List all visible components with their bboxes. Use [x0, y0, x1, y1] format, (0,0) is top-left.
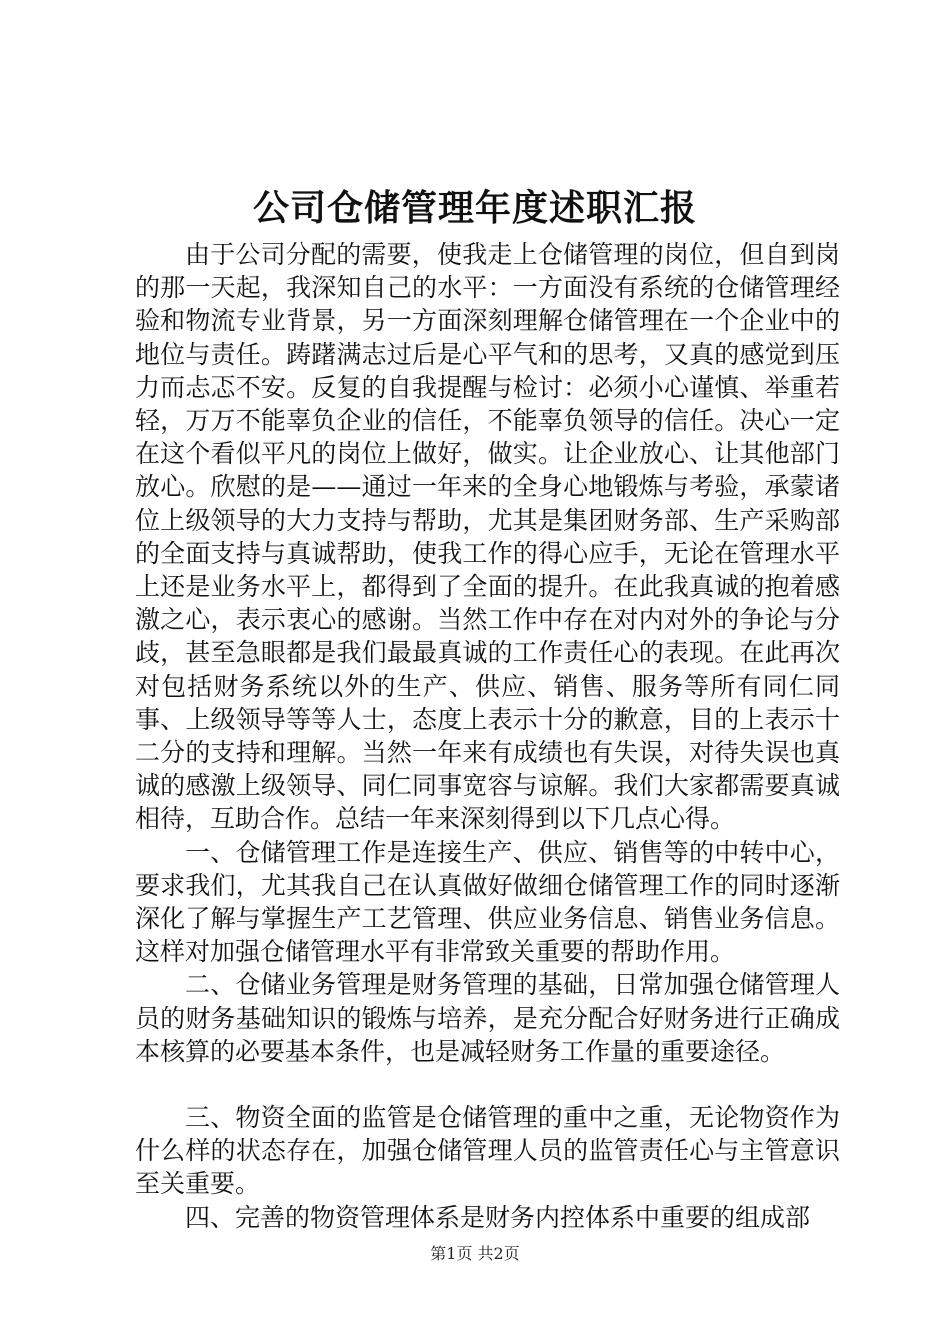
- paragraph-point-4: 四、完善的物资管理体系是财务内控体系中重要的组成部: [185, 1202, 811, 1232]
- paragraph-point-1: 一、仓储管理工作是连接生产、供应、销售等的中转中心，要求我们，尤其我自己在认真做好做细仓储管理工作的同时逐渐深化了解与掌握生产工艺管理、供应业务信息、销售业务信息。这样对加强仓储管理水平有非常致关重要的帮助作用。: [135, 837, 840, 967]
- document-body: [135, 238, 840, 1234]
- paragraph-point-2: 二、仓储业务管理是财务管理的基础，日常加强仓储管理人员的财务基础知识的锻炼与培养，是充分配合好财务进行正确成本核算的必要基本条件，也是减轻财务工作量的重要途径。: [135, 970, 840, 1066]
- paragraph-intro: 由于公司分配的需要，使我走上仓储管理的岗位，但自到岗的那一天起，我深知自己的水平：一方面没有系统的仓储管理经验和物流专业背景，另一方面深刻理解仓储管理在一个企业中的地位与责任。踌躇满志过后是心平气和的思考，又真的感觉到压力而忐忑不安。反复的自我提醒与检讨：必须小心谨慎、举重若轻，万万不能辜负企业的信任，不能辜负领导的信任。决心一定在这个看似平凡的岗位上做好，做实。让企业放心、让其他部门放心。欣慰的是——通过一年来的全身心地锻炼与考验，承蒙诸位上级领导的大力支持与帮助，尤其是集团财务部、生产采购部的全面支持与真诚帮助，使我工作的得心应手，无论在管理水平上还是业务水平上，都得到了全面的提升。在此我真诚的抱着感激之心，表示衷心的感谢。当然工作中存在对内对外的争论与分歧，甚至急眼都是我们最最真诚的工作责任心的表现。在此再次对包括财务系统以外的生产、供应、销售、服务等所有同仁同事、上级领导等等人士，态度上表示十分的歉意，目的上表示十二分的支持和理解。当然一年来有成绩也有失误，对待失误也真诚的感激上级领导、同仁同事宽容与谅解。我们大家都需要真诚相待，互助合作。总结一年来深刻得到以下几点心得。: [135, 240, 840, 834]
- document-title: 公司仓储管理年度述职汇报: [252, 187, 697, 229]
- paragraph-point-3: 三、物资全面的监管是仓储管理的重中之重，无论物资作为什么样的状态存在，加强仓储管理人员的监管责任心与主管意识至关重要。: [135, 1103, 840, 1199]
- page-number-footer: 第1页 共2页: [430, 1244, 520, 1263]
